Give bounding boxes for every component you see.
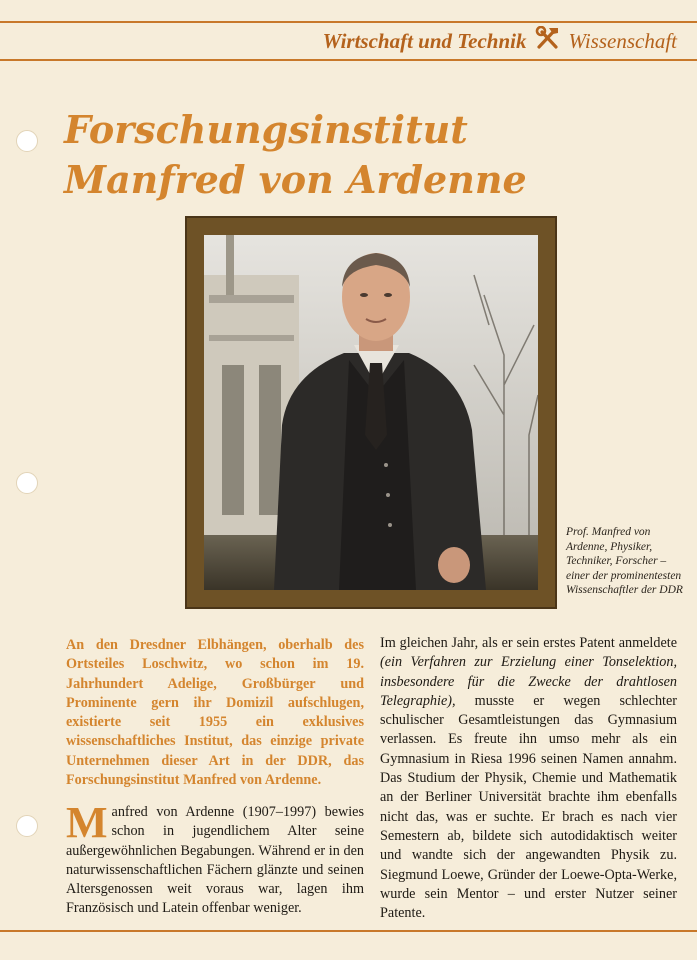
punch-hole-top (16, 130, 38, 152)
punch-hole-bottom (16, 815, 38, 837)
body-text-left-column (66, 798, 364, 919)
header-rule-bottom (0, 59, 697, 61)
drop-cap: M (66, 798, 108, 847)
lead-paragraph: An den Dresdner Elbhängen, oberhalb des Ortsteiles Loschwitz, wo schon im 19. Jahrhundert Adelige, Großbürger und Prominente gern ihr Domizil aufschlugen, existierte seit 1955 ein exklusives wissenschaftliches Institut, das einzige private Unternehmen dieser Art in der DDR, das Forschungsinstitut Manfred von Ardenne. (66, 637, 364, 789)
photo-caption: Prof. Manfred von Ardenne, Physiker, Techniker, Forscher – einer der prominentesten Wissenschaftler der DDR (566, 526, 683, 597)
section-label-economy: Wirtschaft und Technik (322, 28, 527, 53)
section-header (323, 26, 677, 56)
page-title (64, 105, 624, 205)
title-line-1: Forschungsinstitut (64, 107, 468, 152)
footer-rule (0, 930, 697, 932)
body-text-right-italic: (ein Verfahren zur Erzielung einer Tonselektion, insbesondere für die Zwecke der drahtlosen Telegraphie), (380, 654, 677, 709)
punch-hole-middle (16, 472, 38, 494)
body-text-right-part1: Im gleichen Jahr, als er sein erstes Patent anmeldete (380, 635, 677, 651)
body-text-right-column (380, 634, 677, 923)
section-label-science: Wissenschaft (568, 28, 677, 53)
header-rule-top (0, 21, 697, 23)
title-line-2: Manfred von Ardenne (64, 157, 527, 202)
body-text-right-part2: musste er wegen schlechter schulischer Gesamtleistungen das Gymnasium verlassen. Es freute ihn umso mehr als ein Gymnasium in Riesa 1996 seinen Namen annahm. Das Studium der Physik, Chemie und Mathematik an der Berliner Universität brachte ihm ebenfalls nicht das, was er suchte. Er brach es nach vier Semestern ab, bildete sich autodidaktisch weiter und wandte sich der angewandten Physik zu. Siegmund Loewe, Gründer der Loewe-Opta-Werke, wurde sein Mentor – und erster Nutzer seiner Patente. (380, 692, 677, 922)
hammer-wrench-icon (535, 26, 561, 56)
portrait-photo (187, 218, 555, 607)
body-text-left: anfred von Ardenne (1907–1997) bewies schon in jugendlichem Alter seine außergewöhnlichen Begabungen. Während er in den naturwissenschaftlichen Fächern glänzte und seinen Altersgenossen weit voraus war, lagen ihm Französisch und Latein offenbar weniger. (66, 804, 364, 917)
